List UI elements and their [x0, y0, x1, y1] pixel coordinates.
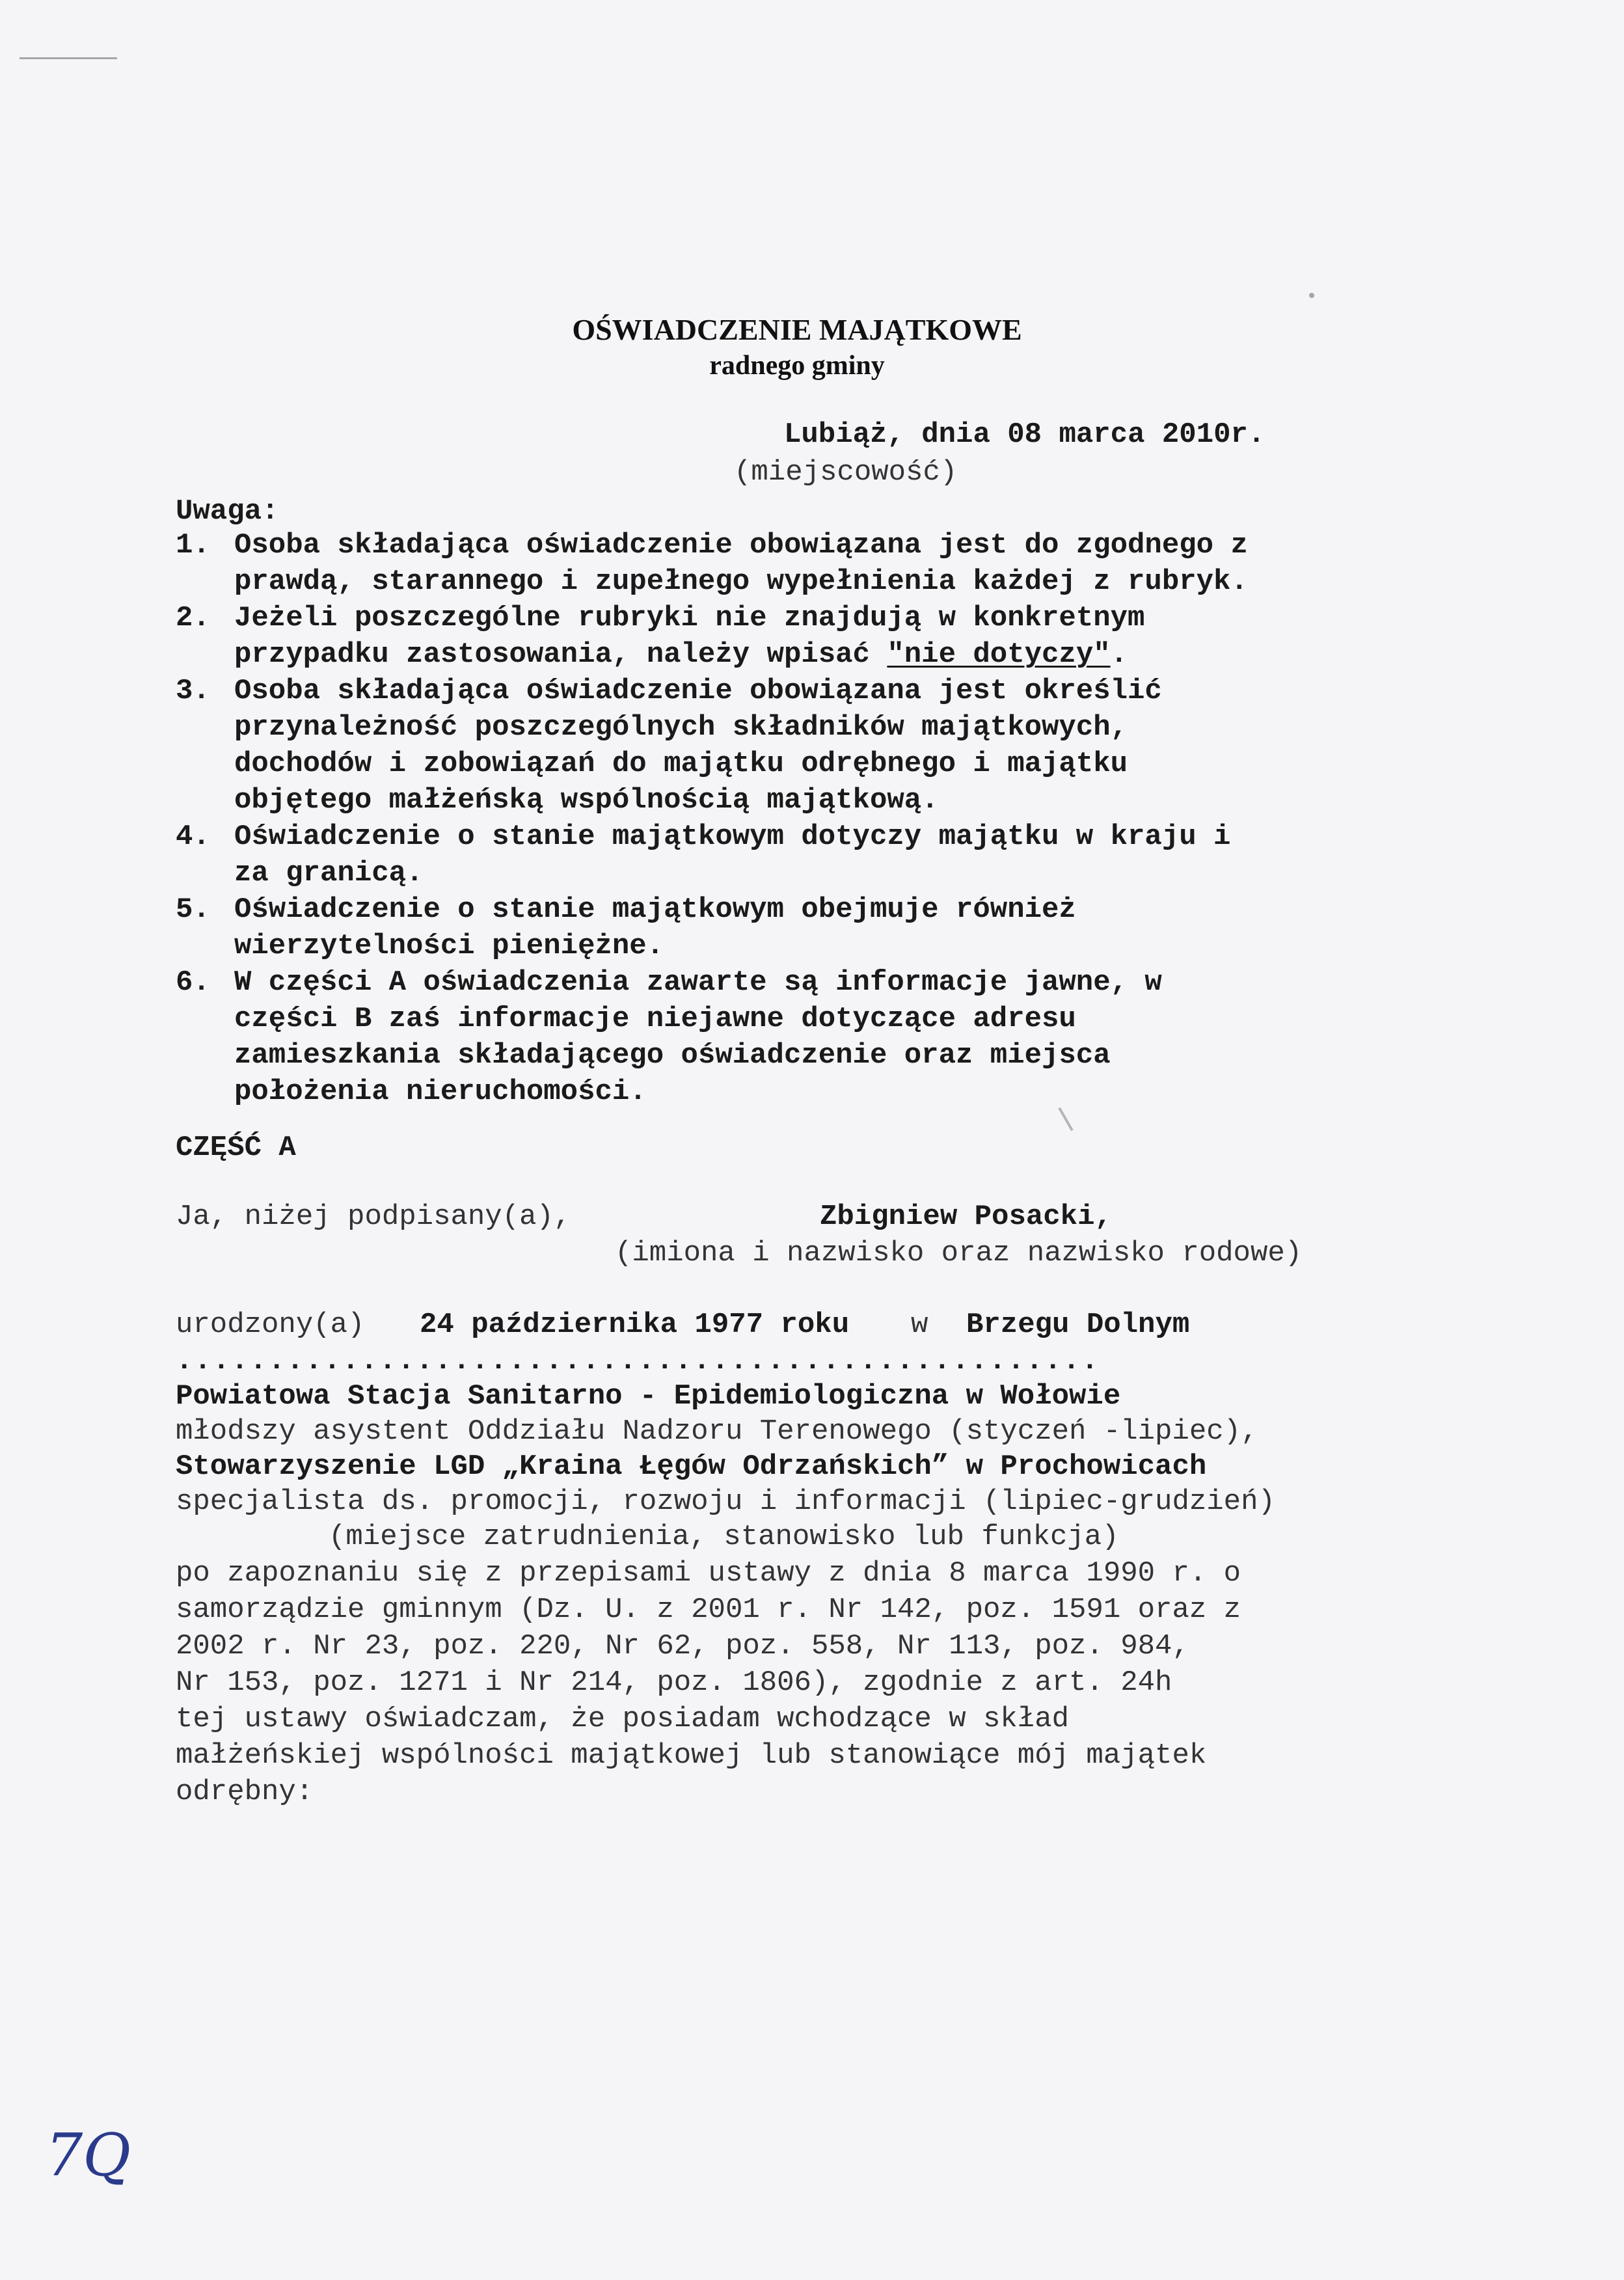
note-line-tail: . [1110, 638, 1128, 671]
note-line: objętego małżeńską wspólnością majątkową. [234, 784, 939, 817]
employment-caption: (miejsce zatrudnienia, stanowisko lub funkcja) [329, 1521, 1119, 1553]
scan-mark [20, 57, 117, 59]
note-line: W części A oświadczenia zawarte są informacje jawne, w [234, 966, 1162, 999]
handwritten-mark: 7Q [46, 2121, 131, 2190]
note-line: Jeżeli poszczególne rubryki nie znajdują w konkretnym [234, 602, 1145, 634]
born-label: urodzony(a) [176, 1309, 365, 1341]
note-number: 5. [176, 893, 210, 926]
name-caption: (imiona i nazwisko oraz nazwisko rodowe) [615, 1237, 1303, 1269]
note-line: wierzytelności pieniężne. [234, 930, 664, 962]
scan-mark [1309, 293, 1314, 298]
statement-line: małżeńskiej wspólności majątkowej lub stanowiące mój majątek [176, 1739, 1207, 1772]
note-line: Osoba składająca oświadczenie obowiązana jest określić [234, 675, 1162, 707]
note-line: dochodów i zobowiązań do majątku odrębnego i majątku [234, 748, 1128, 780]
statement-line: 2002 r. Nr 23, poz. 220, Nr 62, poz. 558, Nr 113, poz. 984, [176, 1630, 1189, 1663]
note-line: położenia nieruchomości. [234, 1076, 647, 1108]
note-number: 1. [176, 529, 210, 562]
note-line: Oświadczenie o stanie majątkowym dotyczy majątku w kraju i [234, 821, 1231, 853]
note-line: części B zaś informacje niejawne dotyczące adresu [234, 1003, 1076, 1035]
note-line [234, 636, 1128, 673]
note-line: zamieszkania składającego oświadczenie oraz miejsca [234, 1039, 1111, 1072]
notes-heading: Uwaga: [176, 495, 279, 528]
note-line: za granicą. [234, 857, 424, 889]
position-2: specjalista ds. promocji, rozwoju i informacji (lipiec-grudzień) [176, 1486, 1275, 1518]
note-number: 4. [176, 821, 210, 853]
declarant-name: Zbigniew Posacki, [820, 1201, 1112, 1233]
note-number: 2. [176, 602, 210, 634]
place-date: Lubiąż, dnia 08 marca 2010r. [784, 418, 1265, 451]
document-subtitle: radnego gminy [709, 351, 885, 381]
born-in-label: w [911, 1309, 928, 1341]
scan-mark [1058, 1107, 1073, 1132]
birth-place: Brzegu Dolnym [966, 1309, 1190, 1341]
statement-line: tej ustawy oświadczam, że posiadam wchodzące w skład [176, 1703, 1070, 1735]
note-line: prawdą, starannego i zupełnego wypełnienia każdej z rubryk. [234, 565, 1248, 598]
employer-1: Powiatowa Stacja Sanitarno - Epidemiologiczna w Wołowie [176, 1380, 1121, 1413]
birth-date: 24 października 1977 roku [420, 1309, 850, 1341]
note-number: 3. [176, 675, 210, 707]
note-line: Osoba składająca oświadczenie obowiązana jest do zgodnego z [234, 529, 1248, 562]
statement-line: odrębny: [176, 1776, 314, 1808]
statement-line: Nr 153, poz. 1271 i Nr 214, poz. 1806), zgodnie z art. 24h [176, 1666, 1172, 1699]
signed-label: Ja, niżej podpisany(a), [176, 1201, 571, 1233]
not-applicable-phrase: "nie dotyczy" [887, 638, 1111, 671]
note-line-text: przypadku zastosowania, należy wpisać [234, 638, 870, 671]
statement-line: samorządzie gminnym (Dz. U. z 2001 r. Nr 142, poz. 1591 oraz z [176, 1594, 1241, 1626]
note-line: Oświadczenie o stanie majątkowym obejmuje również [234, 893, 1076, 926]
position-1: młodszy asystent Oddziału Nadzoru Terenowego (styczeń -lipiec), [176, 1415, 1258, 1448]
note-line: przynależność poszczególnych składników majątkowych, [234, 711, 1128, 744]
part-a-heading: CZĘŚĆ A [176, 1132, 296, 1164]
dotted-line: .................................................. [176, 1345, 1100, 1378]
document-title: OŚWIADCZENIE MAJĄTKOWE [572, 313, 1022, 346]
place-caption: (miejscowość) [734, 456, 958, 489]
employer-2: Stowarzyszenie LGD „Kraina Łęgów Odrzańskich” w Prochowicach [176, 1450, 1207, 1483]
statement-line: po zapoznaniu się z przepisami ustawy z dnia 8 marca 1990 r. o [176, 1557, 1241, 1590]
note-number: 6. [176, 966, 210, 999]
